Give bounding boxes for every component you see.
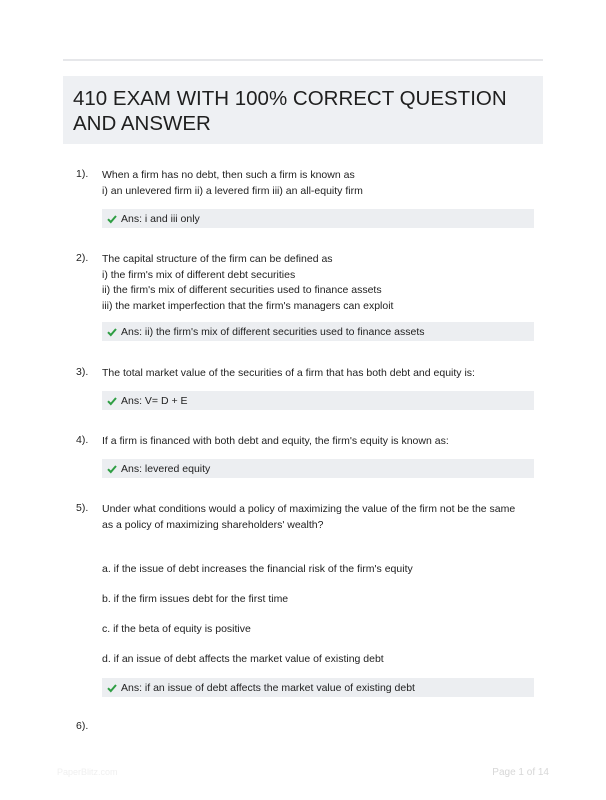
question-5-text (102, 502, 532, 533)
answer-text: Ans: i and iii only (121, 212, 200, 225)
check-icon (107, 464, 117, 474)
title-line-1: 410 EXAM WITH 100% CORRECT QUESTION (73, 87, 507, 110)
option-d: d. if an issue of debt affects the market value of existing debt (102, 653, 384, 665)
answer-3 (102, 391, 534, 410)
question-5-number: 5). (76, 502, 89, 514)
footer-watermark: PaperBlitz.com (57, 767, 118, 777)
answer-text: Ans: if an issue of debt affects the market value of existing debt (121, 681, 415, 694)
question-line: as a policy of maximizing shareholders' wealth? (102, 518, 324, 531)
page-number: Page 1 of 14 (492, 767, 549, 778)
answer-4 (102, 459, 534, 478)
answer-text: Ans: ii) the firm's mix of different securities used to finance assets (121, 325, 425, 338)
question-3-number: 3). (76, 366, 89, 378)
check-icon (107, 327, 117, 337)
question-line: If a firm is financed with both debt and equity, the firm's equity is known as: (102, 435, 449, 447)
question-line: The total market value of the securities of a firm that has both debt and equity is: (102, 367, 475, 379)
question-2-text (102, 252, 532, 314)
answer-2 (102, 322, 534, 341)
check-icon (107, 396, 117, 406)
question-3-text (102, 366, 532, 382)
question-line: i) the firm's mix of different debt securities (102, 268, 296, 281)
question-2-number: 2). (76, 252, 89, 264)
question-line: i) an unlevered firm ii) a levered firm iii) an all-equity firm (102, 184, 363, 197)
title-line-2: AND ANSWER (73, 112, 211, 135)
title-box (63, 76, 543, 144)
check-icon (107, 683, 117, 693)
answer-text: Ans: V= D + E (121, 394, 188, 407)
question-line: ii) the firm's mix of different securities used to finance assets (102, 284, 382, 296)
option-b: b. if the firm issues debt for the first time (102, 593, 289, 605)
answer-1 (102, 209, 534, 228)
question-line: The capital structure of the firm can be defined as (102, 253, 333, 265)
question-line: Under what conditions would a policy of maximizing the value of the firm not be the same (102, 503, 516, 515)
answer-5 (102, 678, 534, 697)
document-title (73, 86, 533, 136)
question-1-text (102, 168, 532, 199)
top-rule (63, 59, 543, 61)
option-a: a. if the issue of debt increases the financial risk of the firm's equity (102, 563, 413, 575)
question-line: iii) the market imperfection that the firm's managers can exploit (102, 299, 394, 312)
question-4-text (102, 434, 532, 450)
question-1-number: 1). (76, 168, 89, 180)
question-6-number: 6). (76, 720, 89, 732)
answer-text: Ans: levered equity (121, 462, 211, 475)
option-c: c. if the beta of equity is positive (102, 623, 251, 635)
check-icon (107, 214, 117, 224)
question-4-number: 4). (76, 434, 89, 446)
question-line: When a firm has no debt, then such a firm is known as (102, 169, 355, 181)
